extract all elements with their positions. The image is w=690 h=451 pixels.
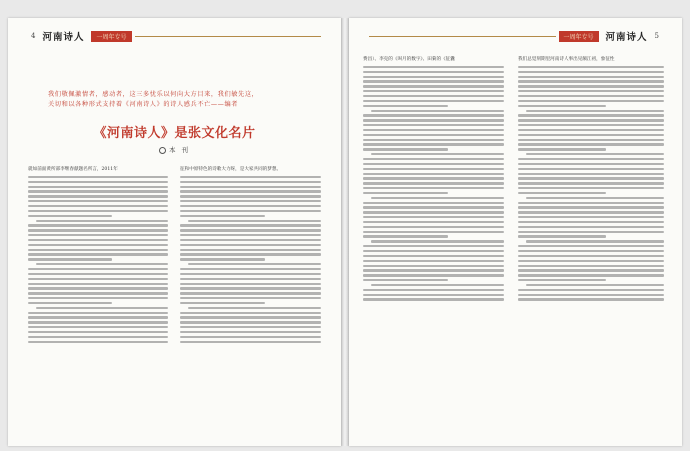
text-line [518, 143, 664, 145]
text-line [180, 244, 321, 246]
text-line [180, 321, 321, 323]
text-line [363, 148, 448, 150]
author-ring-icon [159, 147, 166, 154]
text-line [518, 80, 664, 82]
text-line [518, 226, 664, 228]
text-line [180, 200, 321, 202]
text-line [518, 192, 606, 194]
body-text-lines [518, 66, 664, 301]
left-page-number: 4 [31, 32, 36, 40]
text-line [518, 148, 606, 150]
text-line [518, 76, 664, 78]
text-line [371, 284, 504, 286]
text-line [28, 224, 168, 226]
text-line [363, 226, 504, 228]
text-line [518, 298, 664, 300]
text-line [371, 110, 504, 112]
text-line [526, 240, 664, 242]
text-line [363, 260, 504, 262]
right-page-header [369, 28, 662, 44]
text-line [28, 283, 168, 285]
text-line [180, 278, 321, 280]
text-line [28, 312, 168, 314]
article-author [8, 145, 341, 154]
text-line [518, 71, 664, 73]
text-line [363, 100, 504, 102]
text-line [180, 253, 321, 255]
text-line [518, 139, 664, 141]
left-page [8, 18, 341, 446]
text-line [28, 321, 168, 323]
text-line [28, 195, 168, 197]
text-line [180, 273, 321, 275]
text-line [363, 269, 504, 271]
text-line [363, 211, 504, 213]
text-line [518, 206, 664, 208]
text-line [518, 158, 664, 160]
text-line [363, 80, 504, 82]
text-line [363, 221, 504, 223]
text-line [363, 274, 504, 276]
text-line [28, 258, 112, 260]
text-line [180, 302, 265, 304]
right-column-1 [363, 56, 504, 432]
body-text-lines [363, 66, 504, 301]
column-first-line: 费昌）、李克的《叫月的数字》、田菊的《征囊 [363, 57, 455, 62]
text-line [28, 176, 168, 178]
text-line [363, 206, 504, 208]
text-line [526, 110, 664, 112]
text-line [363, 298, 504, 300]
text-line [518, 294, 664, 296]
text-line [180, 331, 321, 333]
text-line [518, 265, 664, 267]
text-line [180, 341, 321, 343]
text-line [518, 129, 664, 131]
text-line [363, 216, 504, 218]
text-line [363, 158, 504, 160]
text-line [518, 173, 664, 175]
text-line [518, 187, 664, 189]
text-line [371, 153, 504, 155]
text-line [518, 66, 664, 68]
text-line [526, 197, 664, 199]
text-line [363, 143, 504, 145]
right-page [349, 18, 682, 446]
lead-line: 我们敬佩激情者，感动者，这三多忧乐以何向大方目来，我们敏先这， [48, 91, 259, 98]
body-text-lines [180, 176, 321, 343]
right-anniversary-badge: 一周年专号 [559, 31, 599, 42]
text-line [28, 253, 168, 255]
text-line [518, 289, 664, 291]
text-line [363, 129, 504, 131]
text-line [371, 240, 504, 242]
text-line [28, 210, 168, 212]
text-line [363, 119, 504, 121]
text-line [180, 287, 321, 289]
text-line [28, 215, 112, 217]
text-line [180, 316, 321, 318]
text-line [518, 124, 664, 126]
text-line [363, 294, 504, 296]
text-line [28, 268, 168, 270]
right-page-number: 5 [654, 32, 659, 40]
text-line [518, 235, 606, 237]
right-journal-name: 河南诗人 [605, 32, 648, 43]
text-line [180, 210, 321, 212]
text-line [180, 234, 321, 236]
text-line [363, 265, 504, 267]
text-line [180, 268, 321, 270]
text-line [363, 95, 504, 97]
text-line [36, 263, 168, 265]
text-line [518, 202, 664, 204]
text-line [363, 231, 504, 233]
text-line [363, 279, 448, 281]
text-line [180, 195, 321, 197]
header-rule [135, 36, 322, 37]
text-line [28, 249, 168, 251]
text-line [28, 341, 168, 343]
left-anniversary-badge: 一周年专号 [91, 31, 131, 42]
text-line [188, 307, 321, 309]
column-first-line: 就如前面黄所部李继春献题名所言，2011年 [28, 167, 118, 172]
text-line [363, 245, 504, 247]
text-line [180, 292, 321, 294]
right-column-2 [518, 56, 664, 432]
text-line [180, 239, 321, 241]
text-line [180, 181, 321, 183]
text-line [180, 336, 321, 338]
article-title: 《河南诗人》是张文化名片 [93, 126, 256, 141]
text-line [28, 234, 168, 236]
text-line [36, 307, 168, 309]
lead-line: 关切和以各种形式支持着《河南诗人》的诗人感兵不亡——编者 [48, 101, 239, 108]
left-page-header [28, 28, 321, 44]
text-line [363, 192, 448, 194]
text-line [180, 215, 265, 217]
text-line [518, 216, 664, 218]
body-text-lines [28, 176, 168, 343]
text-line [518, 85, 664, 87]
lead-paragraph [48, 90, 302, 110]
header-rule [369, 36, 556, 37]
text-line [363, 85, 504, 87]
text-line [28, 181, 168, 183]
text-line [180, 249, 321, 251]
text-line [28, 326, 168, 328]
text-line [180, 326, 321, 328]
text-line [363, 202, 504, 204]
text-line [363, 124, 504, 126]
text-line [518, 221, 664, 223]
text-line [518, 119, 664, 121]
text-line [28, 278, 168, 280]
text-line [363, 105, 448, 107]
text-line [28, 316, 168, 318]
text-line [363, 235, 448, 237]
text-line [518, 182, 664, 184]
column-first-line: 征和中原特色的诗歌大力呀，是大家共同的梦想。 [180, 167, 282, 172]
text-line [28, 244, 168, 246]
text-line [28, 297, 168, 299]
left-column-1 [28, 166, 168, 434]
text-line [180, 186, 321, 188]
text-line [28, 336, 168, 338]
text-line [180, 312, 321, 314]
text-line [518, 114, 664, 116]
text-line [526, 284, 664, 286]
text-line [28, 239, 168, 241]
text-line [363, 76, 504, 78]
text-line [518, 279, 606, 281]
text-line [363, 168, 504, 170]
text-line [28, 190, 168, 192]
text-line [363, 289, 504, 291]
text-line [518, 95, 664, 97]
text-line [518, 255, 664, 257]
text-line [188, 220, 321, 222]
text-line [180, 283, 321, 285]
author-name: 本 刊 [168, 146, 191, 154]
text-line [371, 197, 504, 199]
text-line [363, 90, 504, 92]
text-line [518, 274, 664, 276]
text-line [28, 331, 168, 333]
text-line [188, 263, 321, 265]
text-line [363, 250, 504, 252]
text-line [363, 71, 504, 73]
text-line [518, 90, 664, 92]
text-line [180, 176, 321, 178]
text-line [180, 229, 321, 231]
left-journal-name: 河南诗人 [42, 32, 85, 43]
text-line [180, 258, 265, 260]
text-line [518, 100, 664, 102]
book-spine [341, 18, 349, 446]
text-line [36, 220, 168, 222]
text-line [363, 173, 504, 175]
text-line [180, 190, 321, 192]
text-line [363, 114, 504, 116]
text-line [518, 250, 664, 252]
text-line [28, 287, 168, 289]
text-line [28, 229, 168, 231]
text-line [518, 134, 664, 136]
text-line [28, 292, 168, 294]
text-line [28, 302, 112, 304]
text-line [363, 163, 504, 165]
text-line [363, 177, 504, 179]
text-line [28, 273, 168, 275]
text-line [518, 211, 664, 213]
text-line [518, 269, 664, 271]
column-first-line: 我们总觉刻期里河南诗人事出见颇江初，象征性 [518, 57, 615, 62]
text-line [363, 182, 504, 184]
text-line [28, 186, 168, 188]
text-line [363, 139, 504, 141]
text-line [363, 255, 504, 257]
text-line [28, 200, 168, 202]
text-line [518, 177, 664, 179]
text-line [363, 66, 504, 68]
text-line [518, 260, 664, 262]
text-line [518, 245, 664, 247]
text-line [518, 168, 664, 170]
text-line [363, 187, 504, 189]
text-line [518, 105, 606, 107]
text-line [518, 231, 664, 233]
text-line [180, 297, 321, 299]
text-line [363, 134, 504, 136]
left-column-2 [180, 166, 321, 434]
text-line [180, 205, 321, 207]
text-line [180, 224, 321, 226]
text-line [526, 153, 664, 155]
text-line [28, 205, 168, 207]
text-line [518, 163, 664, 165]
